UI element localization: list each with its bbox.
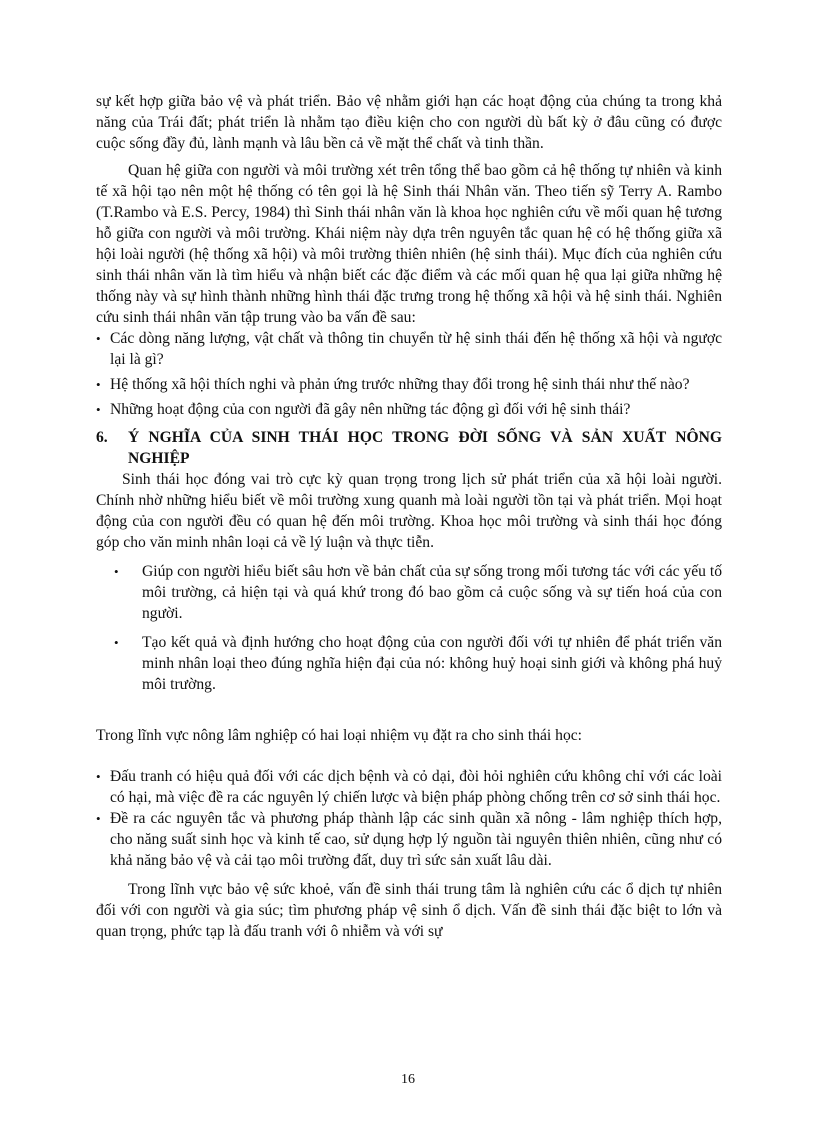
paragraph-sustainable-development: sự kết hợp giữa bảo vệ và phát triển. Bảo vệ nhằm giới hạn các hoạt động của chúng ta trong khả năng của Trái đất; phát triển là nhằm tạo điều kiện cho con người dù bất kỳ ở đâu cũng có được cuộc sống đầy đủ, lành mạnh và lâu bền cả về mặt thể chất và tinh thần. bbox=[96, 93, 722, 152]
list-item bbox=[106, 561, 722, 624]
list-item bbox=[96, 399, 722, 420]
paragraph-ecology-role: Sinh thái học đóng vai trò cực kỳ quan trọng trong lịch sử phát triển của xã hội loài người. Chính nhờ những hiểu biết về môi trường xung quanh mà loài người tồn tại và phát triển. Mọi hoạt động của con người đều có quan hệ đến môi trường. Khoa học môi trường và sinh thái học đóng góp cho văn minh nhân loại cả về lý luận và thực tiễn. bbox=[96, 471, 722, 551]
section-title: Ý NGHĨA CỦA SINH THÁI HỌC TRONG ĐỜI SỐNG VÀ SẢN XUẤT NÔNG NGHIỆP bbox=[128, 429, 722, 467]
paragraph-human-ecology: Quan hệ giữa con người và môi trường xét trên tổng thể bao gồm cả hệ thống tự nhiên và kinh tế xã hội tạo nên một hệ thống có tên gọi là hệ Sinh thái Nhân văn. Theo tiến sỹ Terry A. Rambo (T.Rambo và E.S. Percy, 1984) thì Sinh thái nhân văn là khoa học nghiên cứu về mối quan hệ tương hỗ giữa con người và môi trường. Khái niệm này dựa trên nguyên tắc quan hệ có hệ thống giữa xã hội loài người (hệ thống xã hội) và môi trường thiên nhiên (hệ sinh thái). Mục đích của nghiên cứu sinh thái nhân văn là tìm hiểu và nhận biết các đặc điểm và các mối quan hệ qua lại giữa những hệ thống này và sự hình thành những hình thái đặc trưng trong hệ thống xã hội và hệ sinh thái. Nghiên cứu sinh thái nhân văn tập trung vào ba vấn đề sau: bbox=[96, 162, 722, 326]
bullet-icon: • bbox=[96, 331, 101, 346]
list-item-text: Hệ thống xã hội thích nghi và phản ứng trước những thay đổi trong hệ sinh thái như thế nào? bbox=[110, 376, 690, 393]
page-content bbox=[96, 91, 722, 942]
bullet-icon: • bbox=[114, 564, 119, 579]
list-item-text: Đấu tranh có hiệu quả đối với các dịch bệnh và cỏ dại, đòi hỏi nghiên cứu không chỉ với các loài có hại, mà việc đề ra các nguyên lý chiến lược và biện pháp phòng chống trên cơ sở sinh thái học. bbox=[110, 768, 722, 806]
paragraph-health-protection: Trong lĩnh vực bảo vệ sức khoẻ, vấn đề sinh thái trung tâm là nghiên cứu các ổ dịch tự nhiên đối với con người và gia súc; tìm phương pháp vệ sinh ổ dịch. Vấn đề sinh thái đặc biệt to lớn và quan trọng, phức tạp là đấu tranh với ô nhiễm và với sự bbox=[96, 881, 722, 940]
section-number: 6. bbox=[96, 429, 108, 446]
list-item bbox=[96, 328, 722, 370]
list-item bbox=[96, 808, 722, 871]
list-item bbox=[96, 374, 722, 395]
bullet-icon: • bbox=[96, 402, 101, 417]
list-item-text: Những hoạt động của con người đã gây nên những tác động gì đối với hệ sinh thái? bbox=[110, 401, 631, 418]
list-item bbox=[106, 632, 722, 695]
section-heading bbox=[96, 427, 722, 469]
paragraph-agriculture-intro: Trong lĩnh vực nông lâm nghiệp có hai loại nhiệm vụ đặt ra cho sinh thái học: bbox=[96, 727, 583, 744]
bullet-icon: • bbox=[96, 377, 101, 392]
bullet-icon: • bbox=[96, 811, 101, 826]
page-number: 16 bbox=[401, 1072, 415, 1087]
list-item-text: Các dòng năng lượng, vật chất và thông tin chuyển từ hệ sinh thái đến hệ thống xã hội và ngược lại là gì? bbox=[110, 330, 722, 368]
list-item bbox=[96, 766, 722, 808]
bullet-icon: • bbox=[96, 769, 101, 784]
list-item-text: Giúp con người hiểu biết sâu hơn về bản chất của sự sống trong mối tương tác với các yếu tố môi trường, cả hiện tại và quá khứ trong đó bao gồm cả cuộc sống và sự tiến hoá của con người. bbox=[142, 563, 722, 622]
list-item-text: Tạo kết quả và định hướng cho hoạt động của con người đối với tự nhiên để phát triển văn minh nhân loại theo đúng nghĩa hiện đại của nó: không huỷ hoại sinh giới và không phá huỷ môi trường. bbox=[142, 634, 722, 693]
list-item-text: Đề ra các nguyên tắc và phương pháp thành lập các sinh quần xã nông - lâm nghiệp thích hợp, cho năng suất sinh học và kinh tế cao, sử dụng hợp lý nguồn tài nguyên thiên nhiên, cũng như có khả năng bảo vệ và cải tạo môi trường đất, duy trì sức sản xuất lâu dài. bbox=[110, 810, 722, 869]
bullet-icon: • bbox=[114, 635, 119, 650]
